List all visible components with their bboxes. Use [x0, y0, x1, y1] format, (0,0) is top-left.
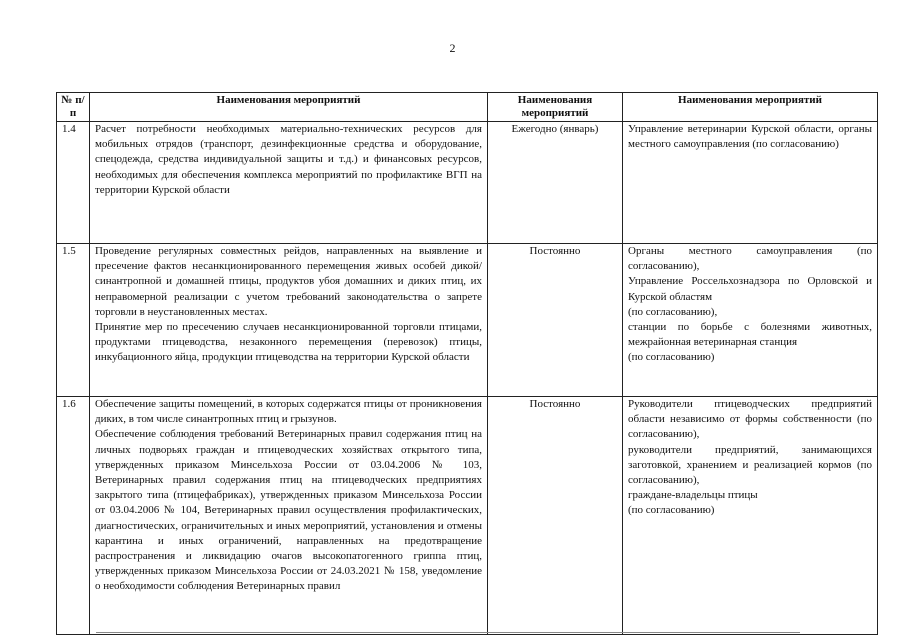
- activity-text: Обеспечение защиты помещений, в которых содержатся птицы от проникновения диких, в том числе синантропных птиц и грызунов.: [95, 398, 482, 426]
- activity-cell: [90, 244, 488, 397]
- responsible-text: (по согласованию): [628, 504, 715, 517]
- responsible-cell: [623, 397, 878, 635]
- header-term: Наименования мероприятий: [488, 93, 623, 122]
- table-row: [57, 244, 878, 397]
- responsible-text: руководители предприятий, занимающихся заготовкой, хранением и реализацией кормов (по согласованию),: [628, 443, 872, 487]
- activity-cell: [90, 397, 488, 635]
- bottom-rule: [96, 632, 800, 633]
- row-number: 1.4: [57, 122, 90, 244]
- responsible-text: Управление ветеринарии Курской области, органы местного самоуправления (по согласованию): [628, 123, 872, 151]
- table-row: [57, 122, 878, 244]
- term-cell: Постоянно: [488, 244, 623, 397]
- activity-text: Принятие мер по пресечению случаев несанкционированной торговли птицами, продуктами птицеводства, незаконного перемещения (перевозок) птицы, инкубационного яйца, продукции птицеводства на территории Курской области: [95, 321, 482, 364]
- responsible-text: Управление Россельхознадзора по Орловской и Курской областям: [628, 275, 872, 303]
- header-activity: Наименования мероприятий: [90, 93, 488, 122]
- responsible-text: Органы местного самоуправления (по согласованию),: [628, 245, 872, 273]
- table-row: [57, 397, 878, 635]
- activity-text: Проведение регулярных совместных рейдов, направленных на выявление и пресечение фактов несанкционированного перемещения живых особей дикой/синантропной и домашней птицы, продуктов убоя домашних и диких птиц, их неправомерной реализации с учетом требований законодательства о запрете торговли в неустановленных местах.: [95, 245, 482, 318]
- activity-text: Расчет потребности необходимых материально-технических ресурсов для мобильных отрядов (транспорт, дезинфекционные средства и оборудование, спецодежда, средства индивидуальной защиты и т.д.) и финансовых ресурсов, необходимых для обеспечения комплекса мероприятий по профилактике ВГП на территории Курской области: [95, 123, 482, 196]
- responsible-cell: [623, 122, 878, 244]
- page-number: 2: [449, 41, 456, 55]
- term-cell: Ежегодно (январь): [488, 122, 623, 244]
- header-num: № п/п: [57, 93, 90, 122]
- responsible-text: (по согласованию),: [628, 305, 718, 318]
- measures-table: [56, 92, 878, 635]
- responsible-cell: [623, 244, 878, 397]
- responsible-text: станции по борьбе с болезнями животных, межрайонная ветеринарная станция: [628, 321, 872, 349]
- table-header-row: [57, 93, 878, 122]
- header-party: Наименования мероприятий: [623, 93, 878, 122]
- row-number: 1.5: [57, 244, 90, 397]
- responsible-text: Руководители птицеводческих предприятий области независимо от формы собственности (по согласованию),: [628, 398, 872, 441]
- activity-cell: [90, 122, 488, 244]
- activity-text: Обеспечение соблюдения требований Ветеринарных правил содержания птиц на личных подворьях граждан и птицеводческих хозяйствах открытого типа, утвержденных приказом Минсельхоза России от 03.04.2006 № 103, Ветеринарных правил содержания птиц на птицеводческих предприятиях закрытого типа (птицефабриках), утвержденных приказом Минсельхоза России от 03.04.2006 № 104, Ветеринарных правил осуществления профилактических, диагностических, ограничительных и иных мероприятий, установления и отмены карантина и иных ограничений, направленных на предотвращение распространения и ликвидацию очагов высокопатогенного гриппа птиц, утвержденных приказом Минсельхоза России от 24.03.2021 № 158, уведомление о необходимости соблюдения Ветеринарных правил: [95, 428, 482, 593]
- responsible-text: граждане-владельцы птицы: [628, 489, 758, 502]
- row-number: 1.6: [57, 397, 90, 635]
- responsible-text: (по согласованию): [628, 351, 715, 364]
- term-cell: Постоянно: [488, 397, 623, 635]
